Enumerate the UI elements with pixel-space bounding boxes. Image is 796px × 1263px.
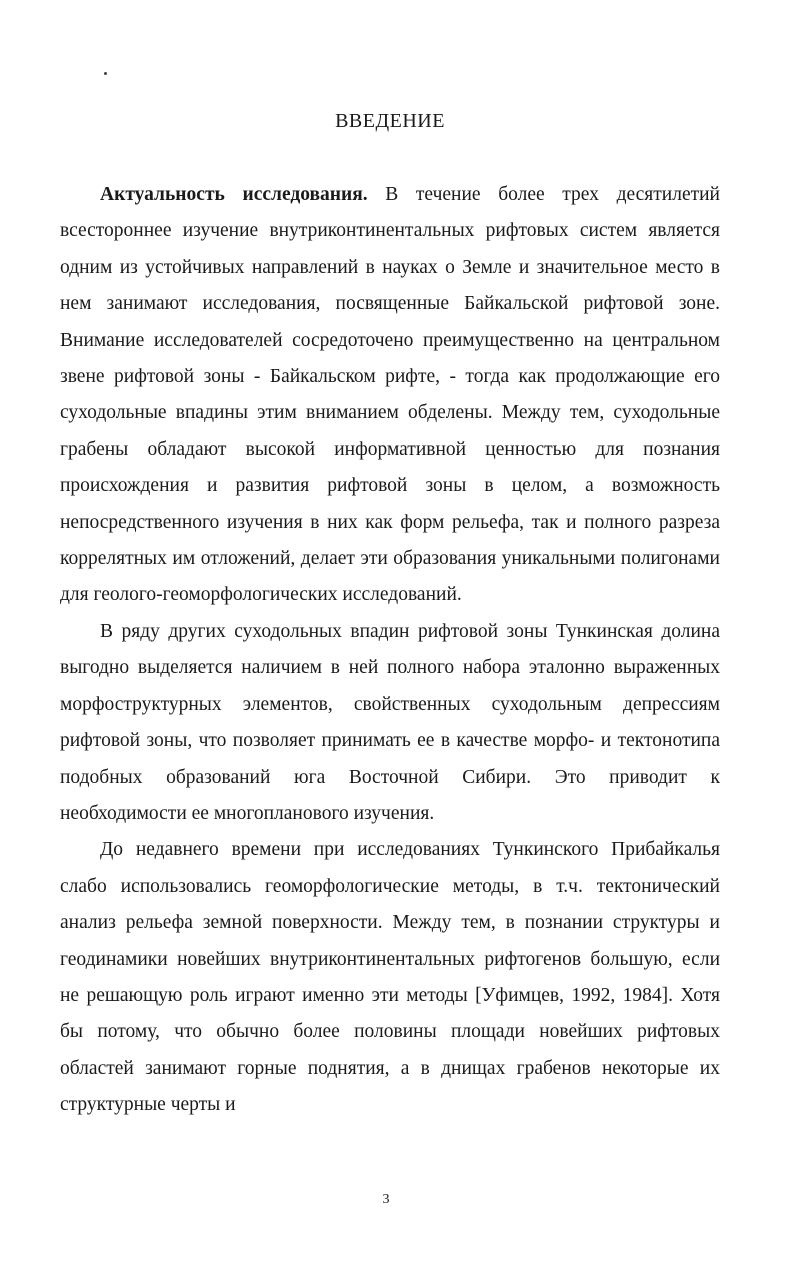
paragraph-lead: Актуальность исследования. [100,184,368,205]
paragraph-methods: До недавнего времени при исследованиях Тункинского Прибайкалья слабо использовались геоморфологические методы, в т.ч. тектонический анализ рельефа земной поверхности. Между тем, в познании структуры и геодинамики новейших внутриконтинентальных рифтогенов большую, если не решающую роль играют именно эти методы [Уфимцев, 1992, 1984]. Хотя бы потому, что обычно более половины площади новейших рифтовых областей занимают горные поднятия, а в днищах грабенов некоторые их структурные черты и [60,839,720,1116]
scan-speck [104,72,107,75]
page-title: ВВЕДЕНИЕ [335,110,445,132]
paragraph-relevance [60,177,720,614]
paragraph-text: В течение более трех десятилетий всестороннее изучение внутриконтинентальных рифтовых систем является одним из устойчивых направлений в науках о Земле и значительное место в нем занимают исследования, посвященные Байкальской рифтовой зоне. Внимание исследователей сосредоточено преимущественно на центральном звене рифтовой зоны - Байкальском рифте, - тогда как продолжающие его суходольные впадины этим вниманием обделены. Между тем, суходольные грабены обладают высокой информативной ценностью для познания происхождения и развития рифтовой зоны в целом, а возможность непосредственного изучения в них как форм рельефа, так и полного разреза коррелятных им отложений, делает эти образования уникальными полигонами для геолого-геоморфологических исследований. [60,184,720,606]
paragraph-tunka-valley: В ряду других суходольных впадин рифтовой зоны Тункинская долина выгодно выделяется наличием в ней полного набора эталонно выраженных морфоструктурных элементов, свойственных суходольным депрессиям рифтовой зоны, что позволяет принимать ее в качестве морфо- и тектонотипа подобных образований юга Восточной Сибири. Это приводит к необходимости ее многопланового изучения. [60,620,720,824]
body-text [60,177,720,1124]
page-number: 3 [382,1192,390,1207]
